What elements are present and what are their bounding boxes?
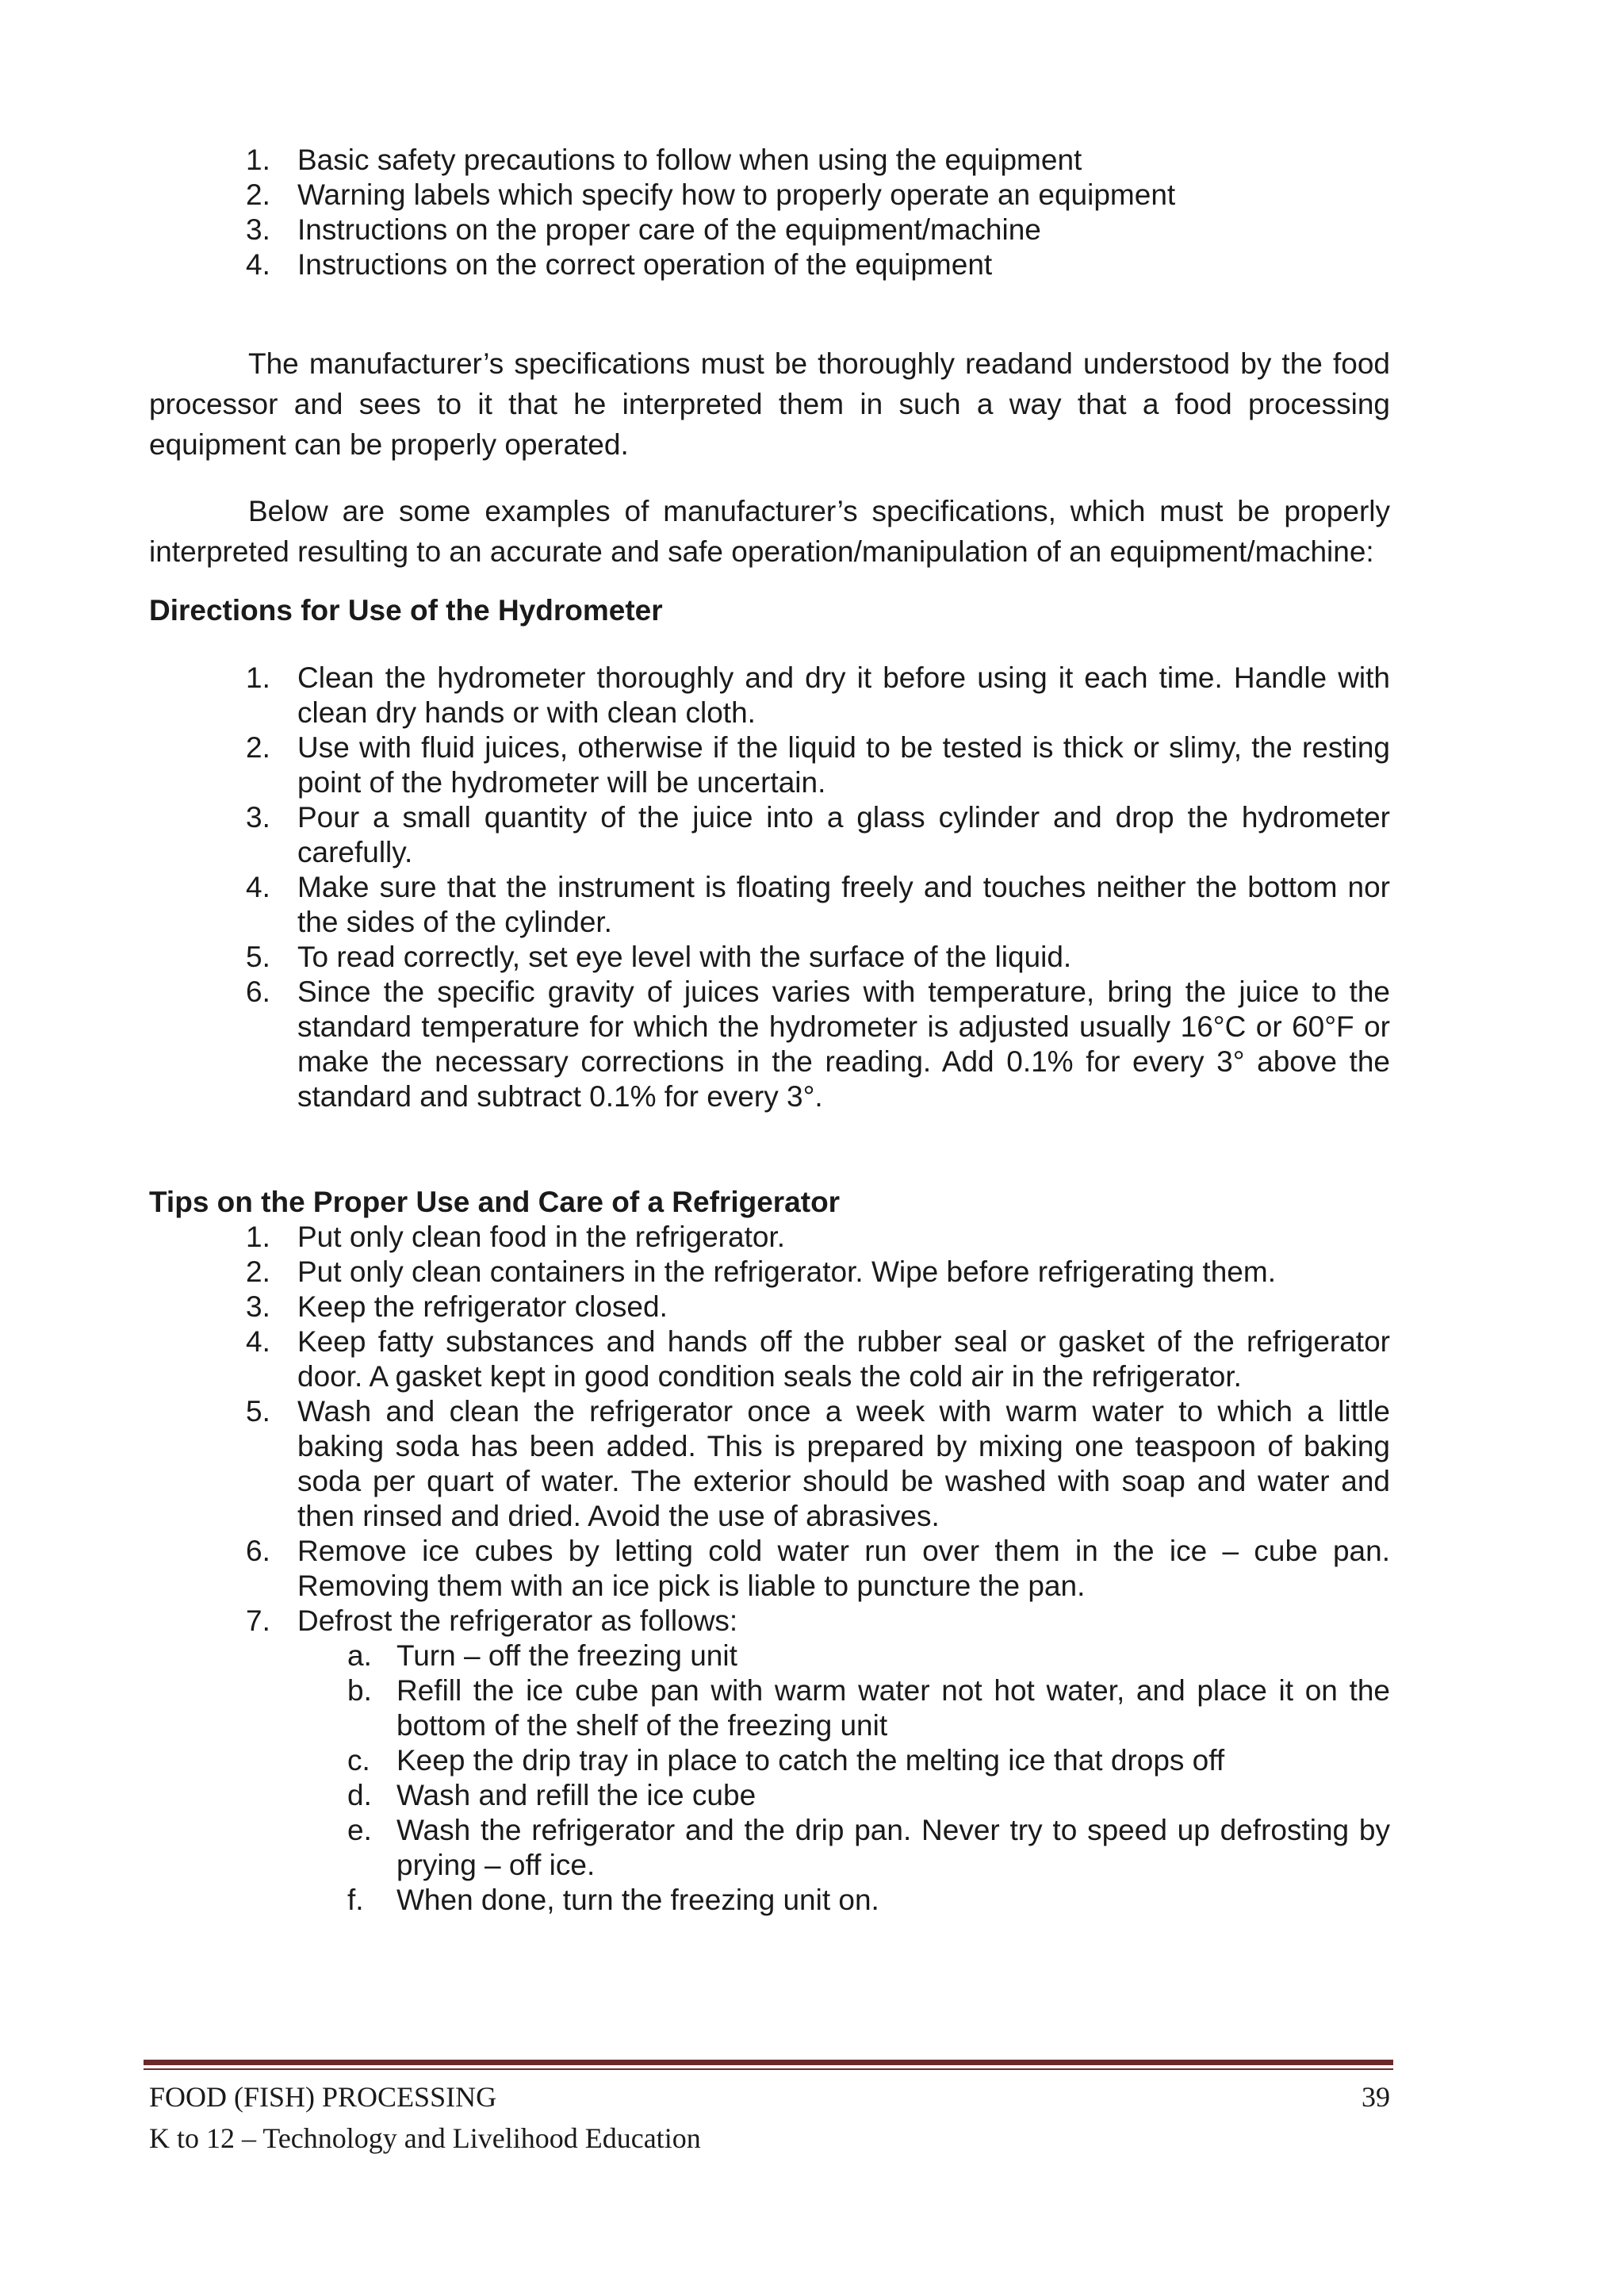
footer-title-row [149, 2076, 1390, 2118]
list-item: 2. Warning labels which specify how to properly operate an equipment [246, 178, 1176, 211]
list-item: 6. Remove ice cubes by letting cold water run over them in the ice – cube pan. Removing them with an ice pick is liable to puncture the pan. [246, 1535, 1390, 1602]
list-item: 1. Basic safety precautions to follow when using the equipment [246, 144, 1082, 176]
list-item: 3. Pour a small quantity of the juice into a glass cylinder and drop the hydrometer carefully. [246, 801, 1390, 868]
list-item: c. Keep the drip tray in place to catch the melting ice that drops off [347, 1744, 1225, 1777]
hydrometer-heading: Directions for Use of the Hydrometer [149, 594, 663, 627]
page-number: 39 [1362, 2081, 1390, 2113]
list-item: f. When done, turn the freezing unit on. [347, 1884, 879, 1916]
paragraph-examples: Below are some examples of manufacturer’s specifications, which must be properly interpreted resulting to an accurate and safe operation/manipulation of an equipment/machine: [149, 495, 1390, 568]
list-item: 3. Instructions on the proper care of the equipment/machine [246, 213, 1041, 246]
page-footer [149, 2076, 1390, 2159]
list-item: 7. Defrost the refrigerator as follows: a. Turn – off the freezing unit b. Refill the ice cube pan with warm water not hot water, and place it on the bottom of the shelf of the freezing unit c. Keep the drip tray in place to catch the melting ice that drops off d. Wash and refill the ice cube e. Wash the refrigerator and the drip pan. Never try to speed up defrosting by prying – off ice. f. When done, turn the freezing unit on. [246, 1604, 1390, 1916]
list-item: a. Turn – off the freezing unit [347, 1639, 737, 1672]
defrost-steps-list [297, 1639, 1390, 1918]
list-item: 6. Since the specific gravity of juices varies with temperature, bring the juice to the standard temperature for which the hydrometer is adjusted usually 16°C or 60°F or make the necessary corrections in the reading. Add 0.1% for every 3° above the standard and subtract 0.1% for every 3°. [246, 976, 1390, 1113]
list-item: 5. Wash and clean the refrigerator once a week with warm water to which a little baking soda has been added. This is prepared by mixing one teaspoon of baking soda per quart of water. The exterior should be washed with soap and water and then rinsed and dried. Avoid the use of abrasives. [246, 1395, 1390, 1532]
list-item: 4. Make sure that the instrument is floating freely and touches neither the bottom nor the sides of the cylinder. [246, 871, 1390, 938]
list-item: d. Wash and refill the ice cube [347, 1779, 756, 1811]
footer-subtitle: K to 12 – Technology and Livelihood Education [149, 2122, 701, 2154]
list-item: 4. Keep fatty substances and hands off the rubber seal or gasket of the refrigerator door. A gasket kept in good condition seals the cold air in the refrigerator. [246, 1325, 1390, 1393]
list-item: 2. Use with fluid juices, otherwise if the liquid to be tested is thick or slimy, the resting point of the hydrometer will be uncertain. [246, 731, 1390, 799]
list-item: 1. Clean the hydrometer thoroughly and dry it before using it each time. Handle with clean dry hands or with clean cloth. [246, 661, 1390, 729]
page-content [149, 143, 1390, 1918]
footer-rule [144, 2060, 1393, 2065]
list-item: e. Wash the refrigerator and the drip pan. Never try to speed up defrosting by prying – off ice. [347, 1814, 1390, 1881]
paragraph-specifications: The manufacturer’s specifications must be thoroughly readand understood by the food processor and sees to it that he interpreted them in such a way that a food processing equipment can be properly operated. [149, 347, 1390, 461]
list-item: b. Refill the ice cube pan with warm water not hot water, and place it on the bottom of the shelf of the freezing unit [347, 1674, 1390, 1742]
list-item: 1. Put only clean food in the refrigerator. [246, 1221, 785, 1253]
footer-rule-thin [144, 2068, 1393, 2070]
refrigerator-list [149, 1220, 1390, 1918]
footer-title: FOOD (FISH) PROCESSING [149, 2081, 497, 2113]
refrigerator-heading: Tips on the Proper Use and Care of a Refrigerator [149, 1186, 841, 1218]
hydrometer-list [149, 661, 1390, 1114]
list-item: 2. Put only clean containers in the refrigerator. Wipe before refrigerating them. [246, 1255, 1276, 1288]
list-item: 3. Keep the refrigerator closed. [246, 1290, 668, 1323]
list-item: 4. Instructions on the correct operation of the equipment [246, 248, 993, 281]
list-item: 5. To read correctly, set eye level with the surface of the liquid. [246, 941, 1072, 973]
intro-list [149, 143, 1390, 282]
